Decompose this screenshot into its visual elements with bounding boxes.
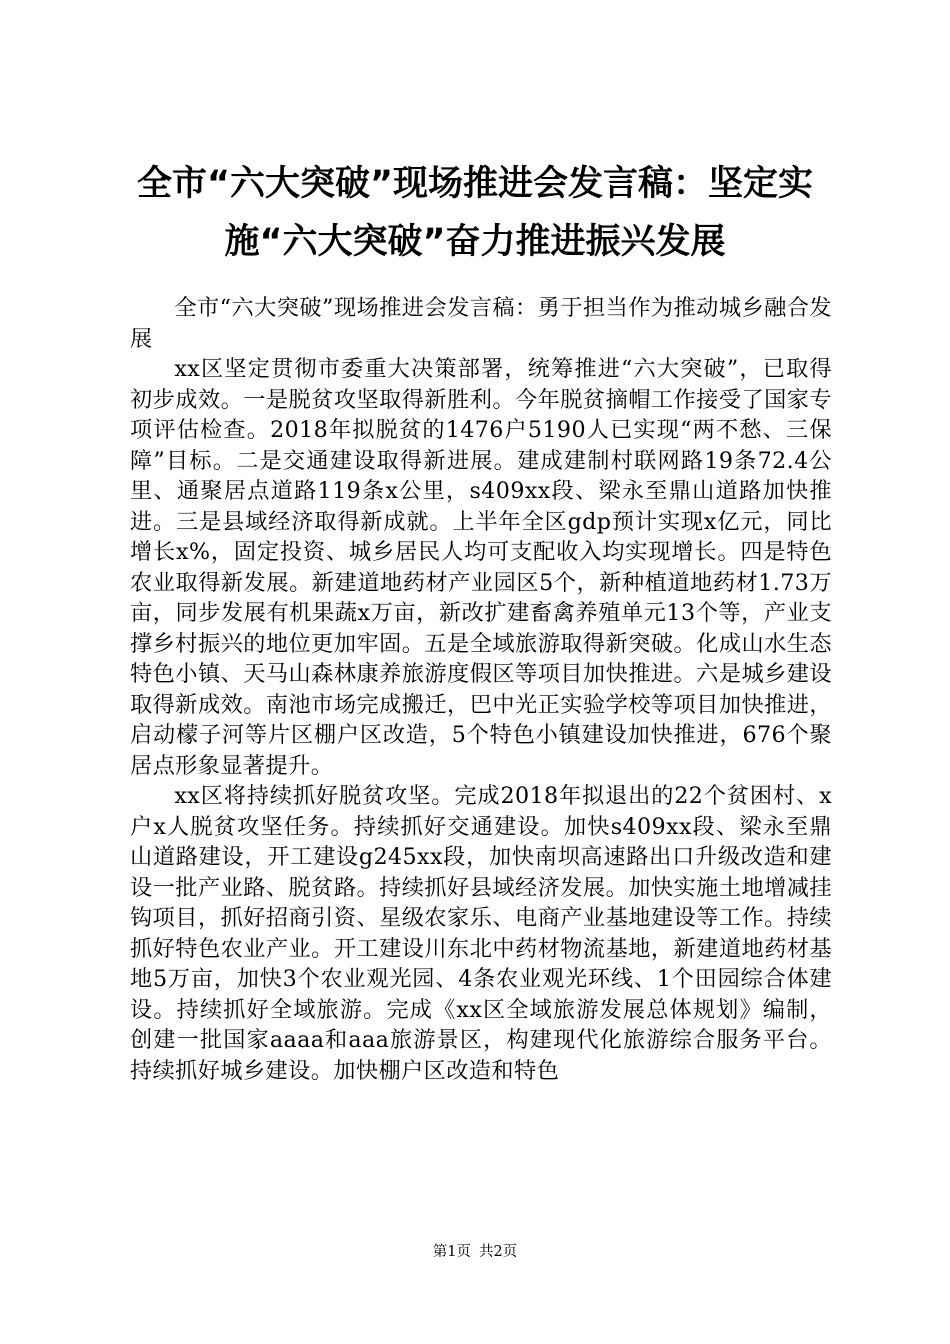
document-title-line1: 全市“六大突破”现场推进会发言稿：坚定实 <box>136 164 813 204</box>
paragraph-plans: xx区将持续抓好脱贫攻坚。完成2018年拟退出的22个贫困村、x户x人脱贫攻坚任务。持续抓好交通建设。加快s409xx段、梁永至鼎山道路建设，开工建设g245xx段，加快南坝高速路出口升级改造和建设一批产业路、脱贫路。持续抓好县域经济发展。加快实施土地增减挂钩项目，抓好招商引资、星级农家乐、电商产业基地建设等工作。持续抓好特色农业产业。开工建设川东北中药材物流基地，新建道地药材基地5万亩，加快3个农业观光园、4条农业观光环线、1个田园综合体建设。持续抓好全域旅游。完成《xx区全域旅游发展总体规划》编制，创建一批国家aaaa和aaa旅游景区，构建现代化旅游综合服务平台。持续抓好城乡建设。加快棚户区改造和特色 <box>130 783 832 1084</box>
page-number: 第1页 <box>432 1244 471 1260</box>
document-title-line2: 施“六大突破”奋力推进振兴发展 <box>224 222 726 262</box>
document-body <box>130 293 832 1086</box>
page-footer <box>0 1243 950 1261</box>
paragraph-achievements: xx区坚定贯彻市委重大决策部署，统筹推进“六大突破”，已取得初步成效。一是脱贫攻坚取得新胜利。今年脱贫摘帽工作接受了国家专项评估检查。2018年拟脱贫的1476户5190人已实现“两不愁、三保障”目标。二是交通建设取得新进展。建成建制村联网路19条72.4公里、通聚居点道路119条x公里，s409xx段、梁永至鼎山道路加快推进。三是县域经济取得新成就。上半年全区gdp预计实现x亿元，同比增长x%，固定投资、城乡居民人均可支配收入均实现增长。四是特色农业取得新发展。新建道地药材产业园区5个，新种植道地药材1.73万亩，同步发展有机果蔬x万亩，新改扩建畜禽养殖单元13个等，产业支撑乡村振兴的地位更加牢固。五是全域旅游取得新突破。化成山水生态特色小镇、天马山森林康养旅游度假区等项目加快推进。六是城乡建设取得新成效。南池市场完成搬迁，巴中光正实验学校等项目加快推进，启动檬子河等片区棚户区改造，5个特色小镇建设加快推进，676个聚居点形象显著提升。 <box>130 356 832 779</box>
paragraph-subtitle: 全市“六大突破”现场推进会发言稿：勇于担当作为推动城乡融合发展 <box>130 295 832 352</box>
page-total: 共2页 <box>479 1244 518 1260</box>
